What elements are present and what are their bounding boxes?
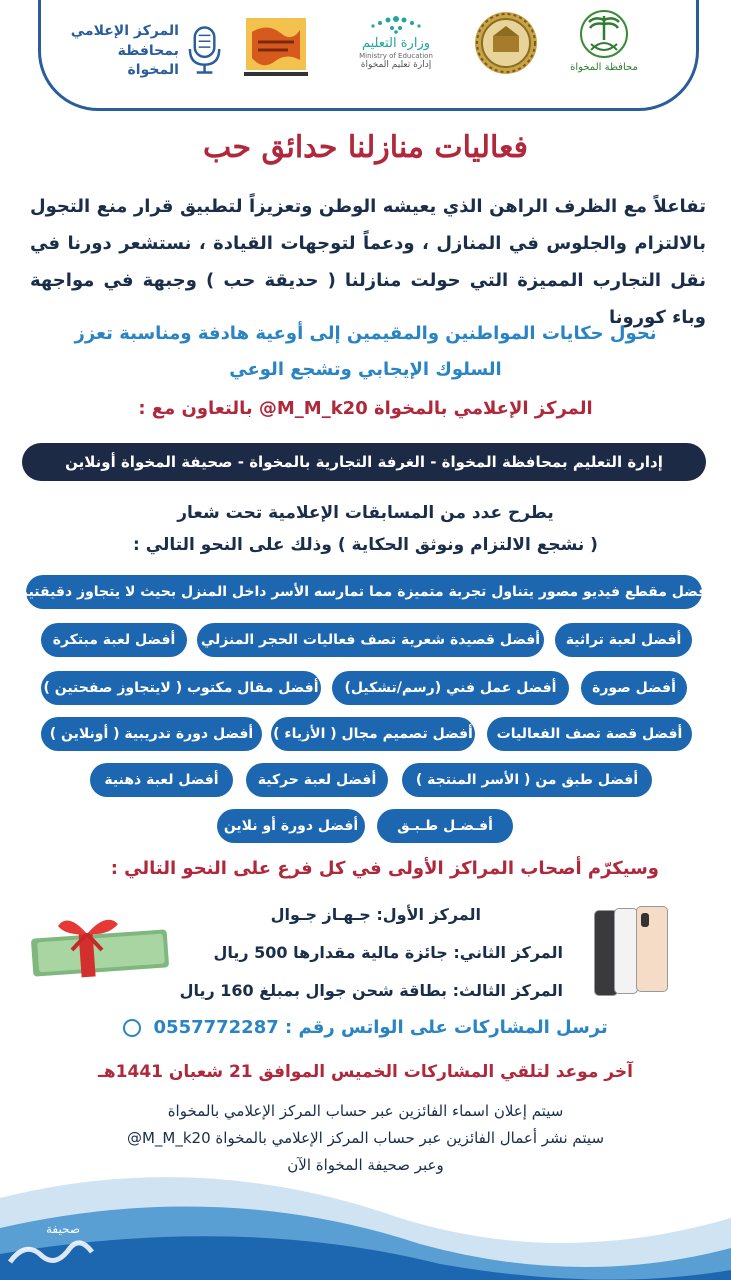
purpose-line-1: نحول حكايات المواطنين والمقيمين إلى أوعية هادفة ومناسبة تعزز: [74, 323, 657, 344]
header-band: [0, 0, 731, 112]
page-title: فعاليات منازلنا حدائق حب: [203, 130, 528, 165]
education-logo-caption-en: Ministry of Education: [359, 51, 433, 60]
competition-item: أفضل عمل فني (رسم/تشكيل): [332, 671, 569, 705]
footer-wave: [0, 1158, 731, 1280]
competition-item: أفضل لعبة حركية: [246, 763, 388, 797]
media-center-caption-1: المركز الإعلامي: [70, 23, 179, 39]
competition-item: أفضل صورة: [581, 671, 687, 705]
whatsapp-text: ترسل المشاركات على الواتس رقم : 0557772287: [153, 1017, 608, 1038]
governorate-logo: [566, 6, 642, 74]
newspaper-logo: [236, 12, 316, 84]
phones-image: [592, 906, 672, 1002]
education-logo-caption-dept: إدارة تعليم المخواة: [360, 59, 432, 70]
purpose-text: [40, 316, 691, 388]
purpose-line-2: السلوك الإيجابي وتشجع الوعي: [229, 359, 502, 380]
cooperation-heading: المركز الإعلامي بالمخواة M_M_k20@ بالتعاون مع :: [138, 398, 593, 419]
prize-third: المركز الثالث: بطاقة شحن جوال بمبلغ 160 ريال: [179, 981, 563, 1000]
whatsapp-line: [40, 1017, 691, 1038]
governorate-logo-caption: محافظة المخواة: [570, 62, 638, 73]
competition-item: أفضل مقال مكتوب ( لايتجاوز صفحتين ): [41, 671, 321, 705]
competition-item: أفضل دورة أو نلاين: [217, 809, 365, 843]
competition-item: أفضل مقطع فيديو مصور يتناول تجربة متميزة مما تمارسه الأسر داخل المنزل بحيث لا يتجاوز دقيقتين: [26, 575, 702, 609]
competition-item: أفضل تصميم مجال ( الأزياء ): [271, 717, 475, 751]
deadline-text: آخر موعد لتلقي المشاركات الخميس الموافق 21 شعبان 1441هـ: [98, 1062, 633, 1082]
launch-text: [40, 497, 691, 561]
honor-heading: وسيكرّم أصحاب المراكز الأولى في كل فرع على النحو التالي :: [110, 858, 659, 879]
note-line-1: سيتم إعلان اسماء الفائزين عبر حساب المركز الإعلامي بالمخواة: [167, 1102, 564, 1120]
competition-item: أفضل طبق من ( الأسر المنتجة ): [402, 763, 652, 797]
whatsapp-icon: [123, 1019, 141, 1037]
partners-bar: إدارة التعليم بمحافظة المخواة - الغرفة التجارية بالمخواة - صحيفة المخواة أونلاين: [22, 443, 706, 481]
intro-paragraph: تفاعلاً مع الظرف الراهن الذي يعيشه الوطن وتعزيزاً لتطبيق قرار منع التجول بالالتزام والجلوس في المنازل ، ودعماً لتوجهات القيادة ، نستشعر دورنا في نقل التجارب المميزة التي حولت منازلنا ( حديقة حب ) وجبهة في مواجهة وباء كورونا: [30, 196, 706, 328]
competition-item: أفضل قصيدة شعرية تصف فعاليات الحجر المنزلي: [197, 623, 544, 657]
competition-item: أفضل لعبة ذهنية: [90, 763, 233, 797]
note-line-2: سيتم نشر أعمال الفائزين عبر حساب المركز الإعلامي بالمخواة M_M_k20@: [126, 1129, 605, 1147]
cash-gift-icon: [20, 910, 175, 980]
palm-swords-icon: [579, 6, 629, 62]
education-logo-caption-ar: وزارة التعليم: [361, 36, 431, 51]
competition-item: أفـضـل طـبـق: [377, 809, 513, 843]
competition-item: أفضل لعبة تراثية: [555, 623, 692, 657]
competition-item: أفضل قصة تصف الفعاليات: [487, 717, 692, 751]
chamber-logo: [470, 10, 542, 76]
media-center-caption-2: بمحافظة المخواة: [117, 42, 179, 79]
prize-first: المركز الأول: جـهـاز جـوال: [270, 905, 481, 924]
launch-line-1: يطرح عدد من المسابقات الإعلامية تحت شعار: [177, 503, 554, 523]
competition-item: أفضل دورة تدريبية ( أونلاين ): [41, 717, 262, 751]
note-line-3: وعبر صحيفة المخواة الآن: [287, 1156, 444, 1174]
phone-gold: [636, 906, 668, 992]
competition-item: أفضل لعبة مبتكرة: [41, 623, 187, 657]
education-logo: [336, 14, 456, 71]
education-dots-icon: [356, 14, 436, 36]
microphone-icon: [185, 23, 224, 79]
prize-second: المركز الثاني: جائزة مالية مقدارها 500 ريال: [213, 943, 563, 962]
chamber-seal-icon: [473, 10, 539, 76]
media-center-logo: [64, 22, 224, 81]
footer-logo-caption: صحيفة: [46, 1222, 81, 1236]
newspaper-logo-icon: [238, 12, 314, 84]
launch-line-2: ( نشجع الالتزام ونوثق الحكاية ) وذلك على النحو التالي :: [133, 535, 598, 555]
footer-newspaper-logo: [6, 1222, 98, 1274]
phone-white: [614, 908, 638, 994]
